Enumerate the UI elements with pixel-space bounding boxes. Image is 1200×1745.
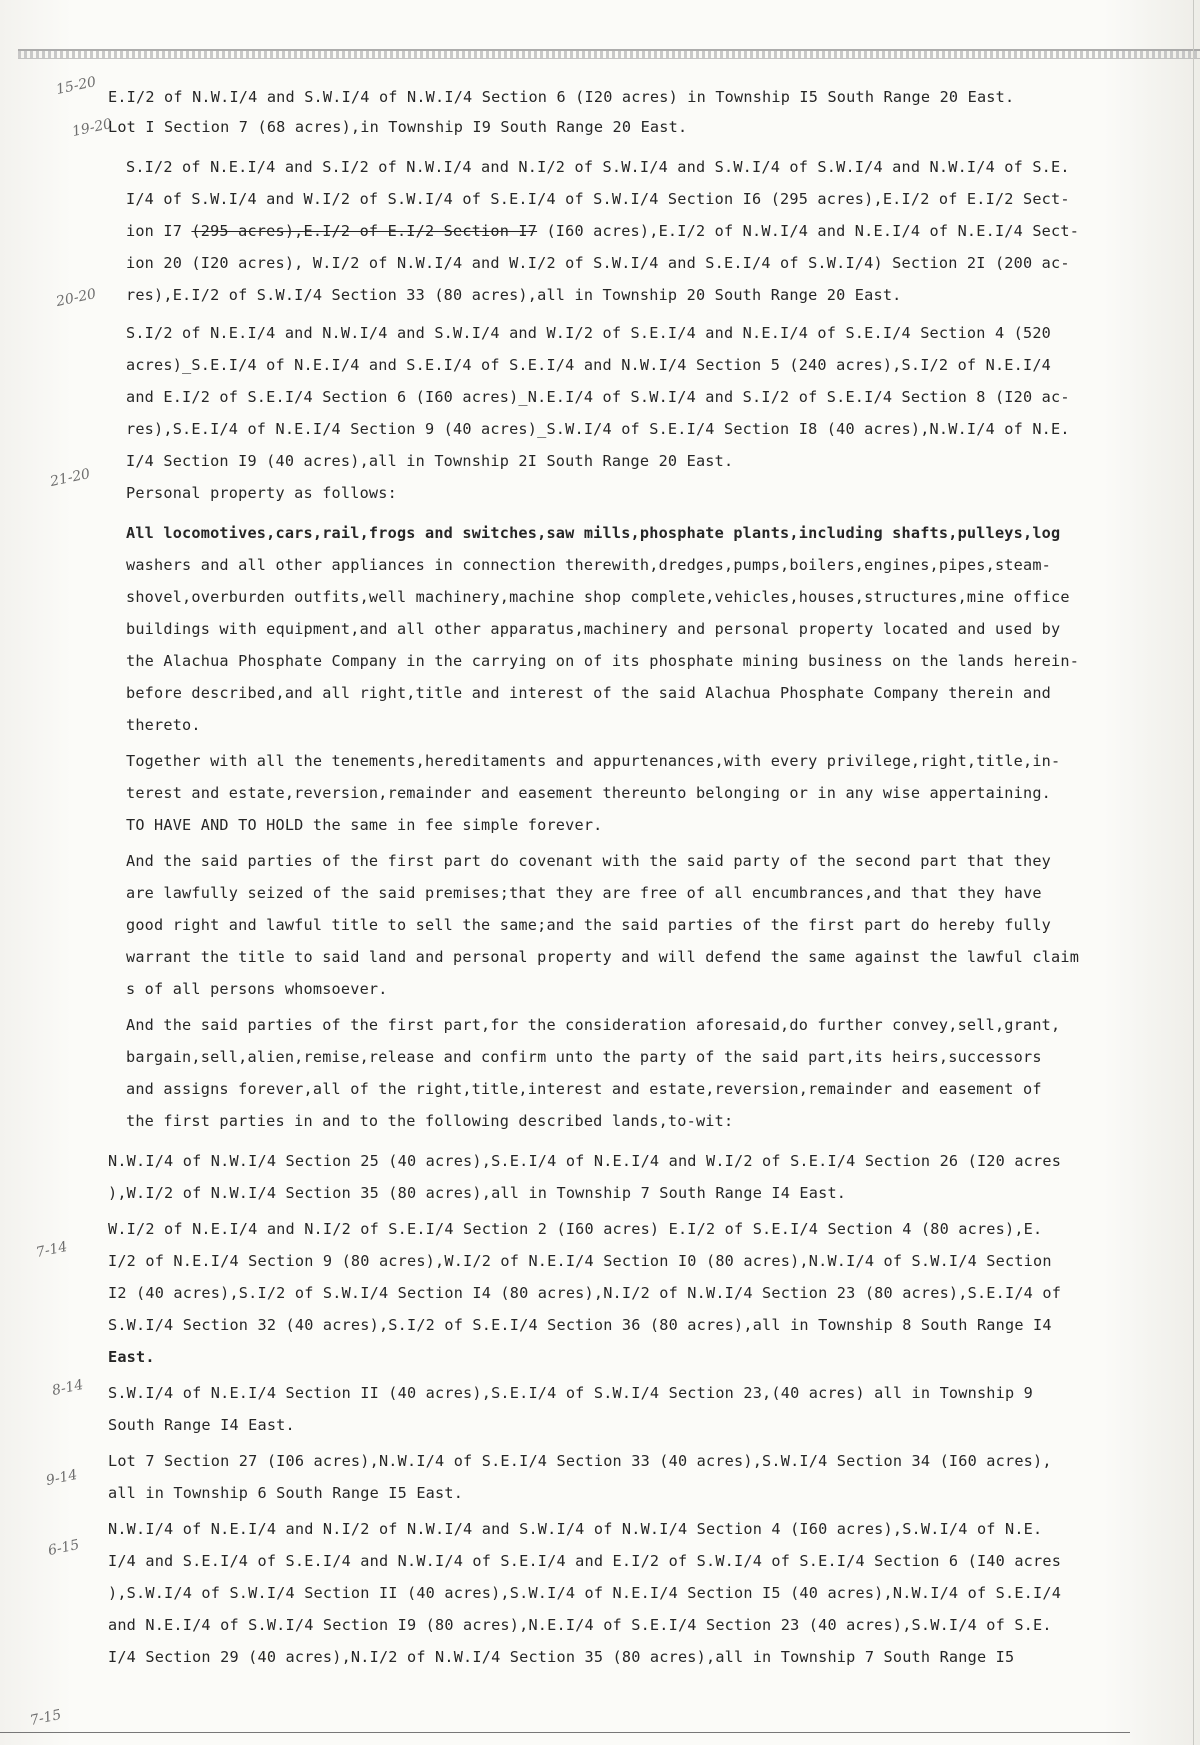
text-line: acres)_S.E.I/4 of N.E.I/4 and S.E.I/4 of S.E.I/4 and N.W.I/4 Section 5 (240 acres),S.I/2 of N.E.I/4	[126, 356, 1052, 374]
text-line: And the said parties of the first part do covenant with the said party of the second part that they	[126, 852, 1052, 870]
text-line: S.W.I/4 Section 32 (40 acres),S.I/2 of S.E.I/4 Section 36 (80 acres),all in Township 8 South Range I4	[108, 1316, 1052, 1334]
margin-note: 19-20	[70, 115, 114, 141]
text-line: warrant the title to said land and personal property and will defend the same against the lawful claim	[126, 948, 1080, 966]
top-rule	[18, 49, 1200, 59]
text-line: And the said parties of the first part,for the consideration aforesaid,do further convey,sell,grant,	[126, 1016, 1061, 1034]
text-line: terest and estate,reversion,remainder and easement thereunto belonging or in any wise appertaining.	[126, 784, 1052, 802]
habendum-line: TO HAVE AND TO HOLD the same in fee simple forever.	[126, 816, 603, 834]
text-line: good right and lawful title to sell the same;and the said parties of the first part do hereby fully	[126, 916, 1052, 934]
text-line: thereto.	[126, 716, 201, 734]
text-line: South Range I4 East.	[108, 1416, 295, 1434]
text-line: I/2 of N.E.I/4 Section 9 (80 acres),W.I/2 of N.E.I/4 Section I0 (80 acres),N.W.I/4 of S.W.I/4 Section	[108, 1252, 1052, 1270]
margin-note: 7-14	[34, 1238, 69, 1262]
text-line: I/4 and S.E.I/4 of S.E.I/4 and N.W.I/4 of S.E.I/4 and E.I/2 of S.W.I/4 of S.E.I/4 Section 6 (I40 acres	[108, 1552, 1062, 1570]
page-edge	[1193, 0, 1194, 1745]
text-line: buildings with equipment,and all other apparatus,machinery and personal property located and used by	[126, 620, 1061, 638]
text-line: I/4 Section I9 (40 acres),all in Township 2I South Range 20 East.	[126, 452, 734, 470]
text-line: res),S.E.I/4 of N.E.I/4 Section 9 (40 acres)_S.W.I/4 of S.E.I/4 Section I8 (40 acres),N.W.I/4 of N.E.	[126, 420, 1070, 438]
margin-note: 21-20	[48, 465, 92, 491]
text-line: bargain,sell,alien,remise,release and confirm unto the party of the said part,its heirs,successors	[126, 1048, 1042, 1066]
text-line: Together with all the tenements,hereditaments and appurtenances,with every privilege,right,title,in-	[126, 752, 1061, 770]
text-line: ion 20 (I20 acres), W.I/2 of N.W.I/4 and W.I/2 of S.W.I/4 and S.E.I/4 of S.W.I/4) Section 2I (200 ac-	[126, 254, 1070, 272]
text-line: N.W.I/4 of N.W.I/4 Section 25 (40 acres),S.E.I/4 of N.E.I/4 and W.I/2 of S.E.I/4 Section 26 (I20 acres	[108, 1152, 1062, 1170]
text-line: the Alachua Phosphate Company in the carrying on of its phosphate mining business on the lands herein-	[126, 652, 1080, 670]
text-line	[126, 222, 1079, 240]
text-line: All locomotives,cars,rail,frogs and switches,saw mills,phosphate plants,including shafts,pulleys,log	[126, 524, 1061, 542]
text-line: shovel,overburden outfits,well machinery,machine shop complete,vehicles,houses,structures,mine office	[126, 588, 1070, 606]
text-line: N.W.I/4 of N.E.I/4 and N.I/2 of N.W.I/4 and S.W.I/4 of N.W.I/4 Section 4 (I60 acres),S.W.I/4 of N.E.	[108, 1520, 1043, 1538]
text-line: S.I/2 of N.E.I/4 and N.W.I/4 and S.W.I/4 and W.I/2 of S.E.I/4 and N.E.I/4 of S.E.I/4 Section 4 (520	[126, 324, 1052, 342]
text-line: S.I/2 of N.E.I/4 and S.I/2 of N.W.I/4 and N.I/2 of S.W.I/4 and S.W.I/4 of S.W.I/4 and N.W.I/4 of S.E.	[126, 158, 1070, 176]
text-line: E.I/2 of N.W.I/4 and S.W.I/4 of N.W.I/4 Section 6 (I20 acres) in Township I5 South Range 20 East.	[108, 88, 1015, 106]
text-line: I/4 of S.W.I/4 and W.I/2 of S.W.I/4 of S.E.I/4 of S.W.I/4 Section I6 (295 acres),E.I/2 of E.I/2 Sect-	[126, 190, 1070, 208]
text-fragment: (I60 acres),E.I/2 of N.W.I/4 and N.E.I/4 of N.E.I/4 Sect-	[546, 222, 1080, 240]
text-line: I/4 Section 29 (40 acres),N.I/2 of N.W.I/4 Section 35 (80 acres),all in Township 7 South Range I5	[108, 1648, 1015, 1666]
text-line: ),S.W.I/4 of S.W.I/4 Section II (40 acres),S.W.I/4 of N.E.I/4 Section I5 (40 acres),N.W.I/4 of S.E.I/4	[108, 1584, 1062, 1602]
text-line: are lawfully seized of the said premises;that they are free of all encumbrances,and that they have	[126, 884, 1042, 902]
text-line: all in Township 6 South Range I5 East.	[108, 1484, 464, 1502]
text-line: S.W.I/4 of N.E.I/4 Section II (40 acres),S.E.I/4 of S.W.I/4 Section 23,(40 acres) all in Township 9	[108, 1384, 1034, 1402]
text-line: ),W.I/2 of N.W.I/4 Section 35 (80 acres),all in Township 7 South Range I4 East.	[108, 1184, 847, 1202]
text-line: washers and all other appliances in connection therewith,dredges,pumps,boilers,engines,pipes,steam-	[126, 556, 1052, 574]
text-line: East.	[108, 1348, 155, 1366]
margin-note: 7-15	[28, 1706, 63, 1730]
margin-note: 6-15	[46, 1536, 81, 1560]
text-line: and assigns forever,all of the right,title,interest and estate,reversion,remainder and easement of	[126, 1080, 1042, 1098]
text-line: the first parties in and to the following described lands,to-wit:	[126, 1112, 734, 1130]
margin-note: 9-14	[44, 1466, 79, 1490]
margin-note: 8-14	[50, 1376, 85, 1400]
text-line: s of all persons whomsoever.	[126, 980, 388, 998]
bottom-line	[0, 1732, 1130, 1733]
text-line: and N.E.I/4 of S.W.I/4 Section I9 (80 acres),N.E.I/4 of S.E.I/4 Section 23 (40 acres),S.W.I/4 of S.E.	[108, 1616, 1052, 1634]
struck-text: (295 acres),E.I/2 of E.I/2 Section I7	[191, 222, 538, 240]
text-line: Lot 7 Section 27 (I06 acres),N.W.I/4 of S.E.I/4 Section 33 (40 acres),S.W.I/4 Section 34 (I60 acres),	[108, 1452, 1052, 1470]
margin-note: 20-20	[54, 285, 98, 311]
section-heading: Personal property as follows:	[126, 484, 397, 502]
text-line: res),E.I/2 of S.W.I/4 Section 33 (80 acres),all in Township 20 South Range 20 East.	[126, 286, 902, 304]
margin-note: 15-20	[54, 73, 98, 99]
text-fragment: ion I7	[126, 222, 183, 240]
text-line: and E.I/2 of S.E.I/4 Section 6 (I60 acres)_N.E.I/4 of S.W.I/4 and S.I/2 of S.E.I/4 Section 8 (I20 ac-	[126, 388, 1070, 406]
text-line: I2 (40 acres),S.I/2 of S.W.I/4 Section I4 (80 acres),N.I/2 of N.W.I/4 Section 23 (80 acres),S.E.I/4 of	[108, 1284, 1062, 1302]
text-line: W.I/2 of N.E.I/4 and N.I/2 of S.E.I/4 Section 2 (I60 acres) E.I/2 of S.E.I/4 Section 4 (80 acres),E.	[108, 1220, 1043, 1238]
text-line: Lot I Section 7 (68 acres),in Township I9 South Range 20 East.	[108, 118, 688, 136]
text-line: before described,and all right,title and interest of the said Alachua Phosphate Company therein and	[126, 684, 1052, 702]
